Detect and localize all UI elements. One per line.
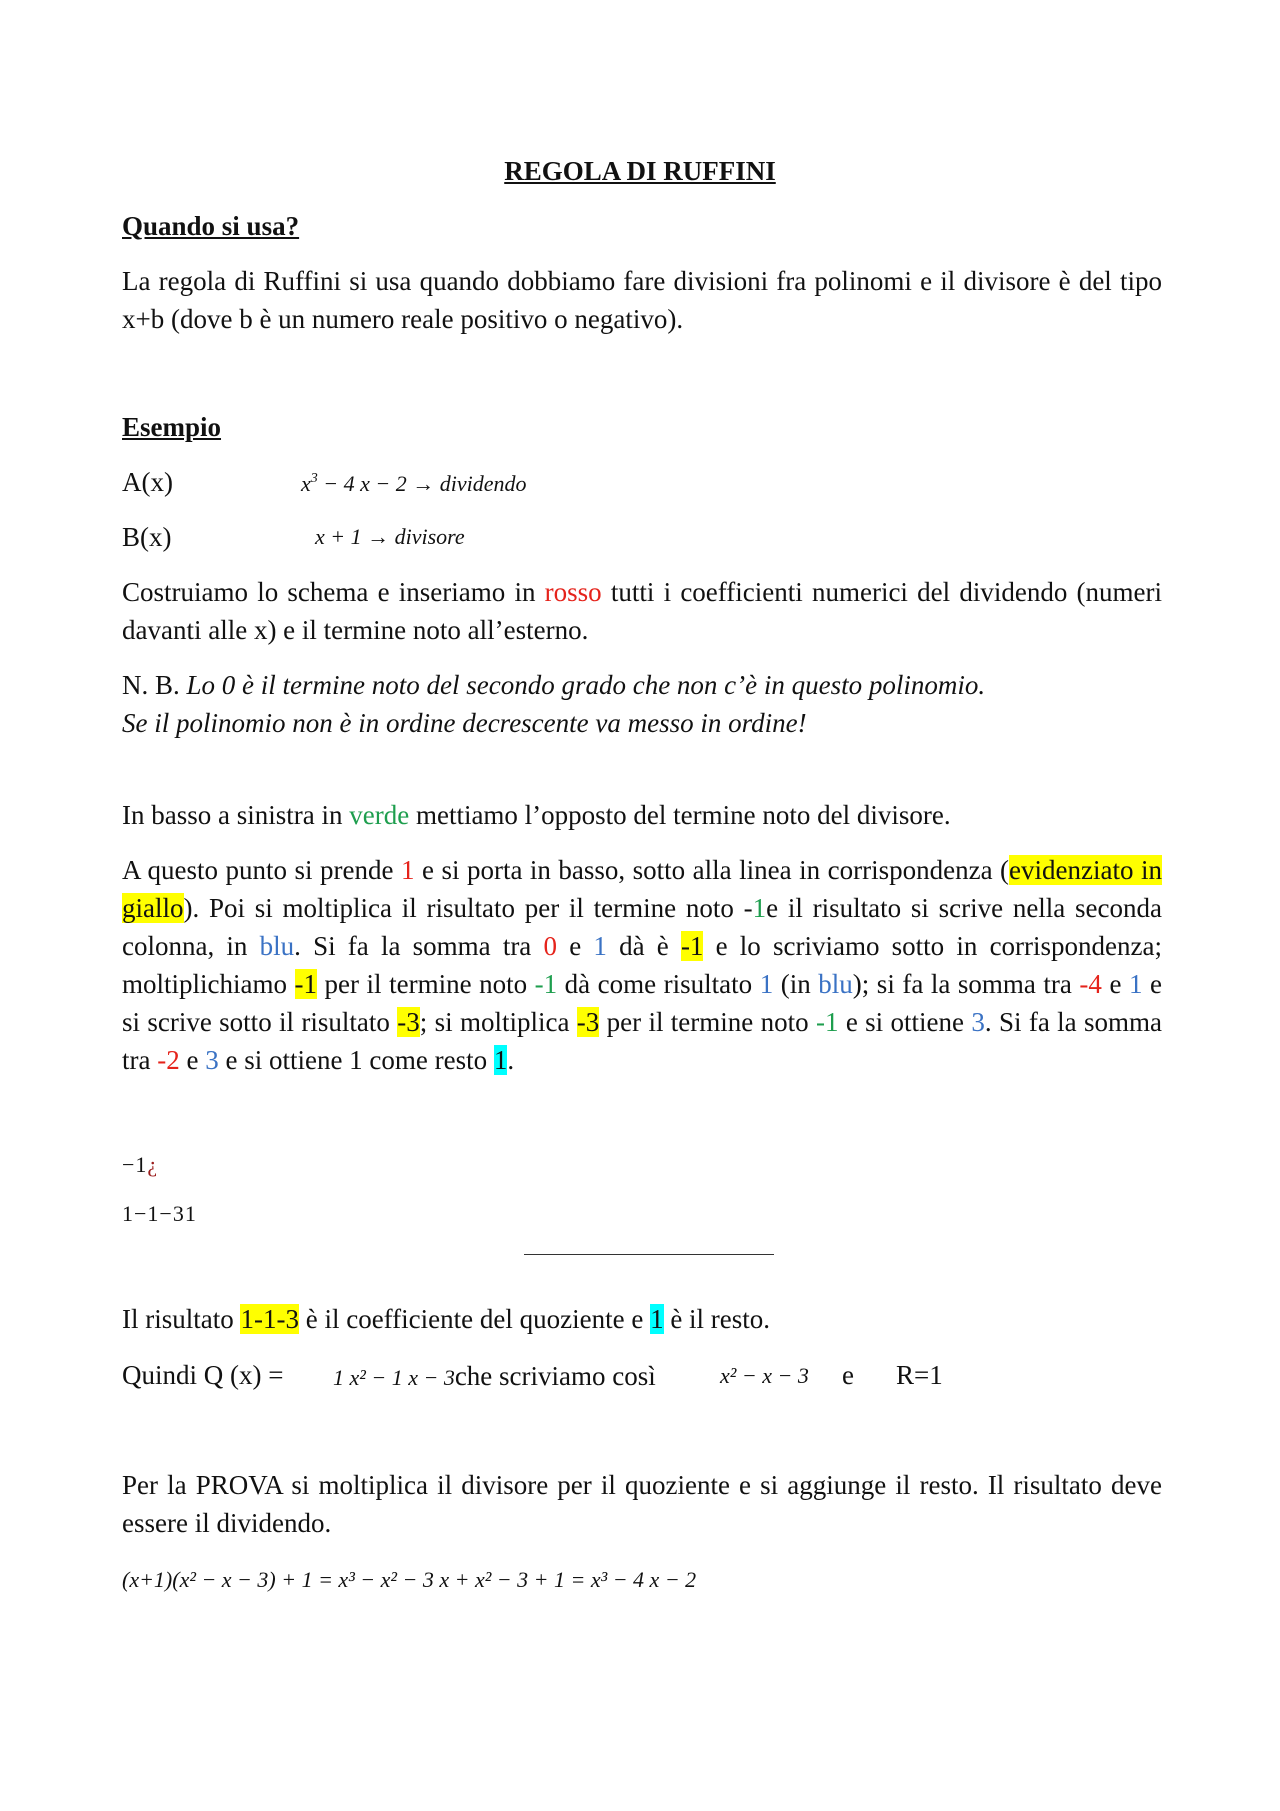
right-arrow-icon: → — [367, 524, 390, 549]
note-line-2: Se il polinomio non è in ordine decrescente va messo in ordine! — [122, 708, 807, 738]
page-title: REGOLA DI RUFFINI — [504, 156, 776, 186]
word-verde: verde — [349, 800, 410, 830]
quotient-mid-text: che scriviamo così — [454, 1361, 656, 1391]
dividend-exponent: 3 — [310, 471, 318, 486]
quotient-label: Quindi Q (x) = — [122, 1360, 284, 1390]
scheme-divider-line — [524, 1254, 774, 1255]
divisor-expr: x + 1 — [315, 524, 362, 549]
note-nb: N. B. Lo 0 è il termine noto del secondo grado che non c’è in questo polinomio. Se il polinomio non è in ordine decrescente va messo in ordine! — [122, 670, 986, 738]
note-line-1: Lo 0 è il termine noto del secondo grado che non c’è in questo polinomio. — [186, 670, 986, 700]
dividend-word: dividendo — [439, 471, 527, 496]
quotient-line — [333, 1357, 656, 1397]
expression-dividend — [301, 465, 527, 503]
dividend-rest: − 4 x − 2 — [323, 471, 407, 496]
divisor-word: divisore — [394, 524, 465, 549]
expression-divisor — [315, 518, 465, 556]
paragraph-verde: In basso a sinistra in verde mettiamo l’opposto del termine noto del divisore. — [122, 800, 951, 830]
heading-quando-si-usa: Quando si usa? — [122, 211, 300, 241]
label-a-x: A(x) — [122, 467, 173, 497]
right-arrow-icon: → — [412, 471, 435, 496]
label-b-x: B(x) — [122, 522, 172, 552]
heading-esempio: Esempio — [122, 412, 222, 442]
quotient-expression: 1 x² − 1 x − 3 — [333, 1365, 455, 1390]
paragraph-intro: La regola di Ruffini si usa quando dobbiamo fare divisioni fra polinomi e il divisore è del tipo x+b (dove b è un numero reale positivo o negativo). — [122, 266, 1162, 334]
paragraph-schema: Costruiamo lo schema e inseriamo in rosso tutti i coefficienti numerici del dividendo (numeri davanti alle x) e il termine noto all’esterno. — [122, 577, 1162, 645]
quotient-simplified: x² − x − 3 — [720, 1363, 809, 1388]
scheme-line-2: 1−1−31 — [122, 1201, 197, 1226]
paragraph-prova: Per la PROVA si moltiplica il divisore per il quoziente e si aggiunge il resto. Il risultato deve essere il dividendo. — [122, 1470, 1162, 1538]
dividend-base: x — [301, 471, 311, 496]
result-remainder: 1 — [650, 1304, 664, 1334]
highlight-cyan: 1 — [493, 1045, 508, 1075]
quotient-and: e — [842, 1360, 854, 1390]
word-rosso: rosso — [544, 577, 602, 607]
highlight-yellow: evidenziato in giallo — [122, 855, 1162, 923]
result-coefficients: 1-1-3 — [240, 1304, 299, 1334]
proof-formula: (x+1)(x² − x − 3) + 1 = x³ − x² − 3 x + x² − 3 + 1 = x³ − 4 x − 2 — [122, 1567, 697, 1592]
remainder-value: R=1 — [896, 1360, 943, 1390]
paragraph-steps: A questo punto si prende 1 e si porta in basso, sotto alla linea in corrispondenza (evidenziato in giallo). Poi si moltiplica il risultato per il termine noto -1e il risultato si scrive nella seconda colonna, in blu. Si fa la somma tra 0 e 1 dà è -1 e lo scriviamo sotto in corrispondenza; moltiplichiamo -1 per il termine noto -1 dà come risultato 1 (in blu); si fa la somma tra -4 e 1 e si scrive sotto il risultato -3; si moltiplica -3 per il termine noto -1 e si ottiene 3. Si fa la somma tra -2 e 3 e si ottiene 1 come resto 1. — [122, 855, 1163, 1075]
paragraph-result: Il risultato 1-1-3 è il coefficiente del quoziente e 1 è il resto. — [122, 1304, 771, 1334]
scheme-line-1: −1¿ — [122, 1152, 159, 1177]
